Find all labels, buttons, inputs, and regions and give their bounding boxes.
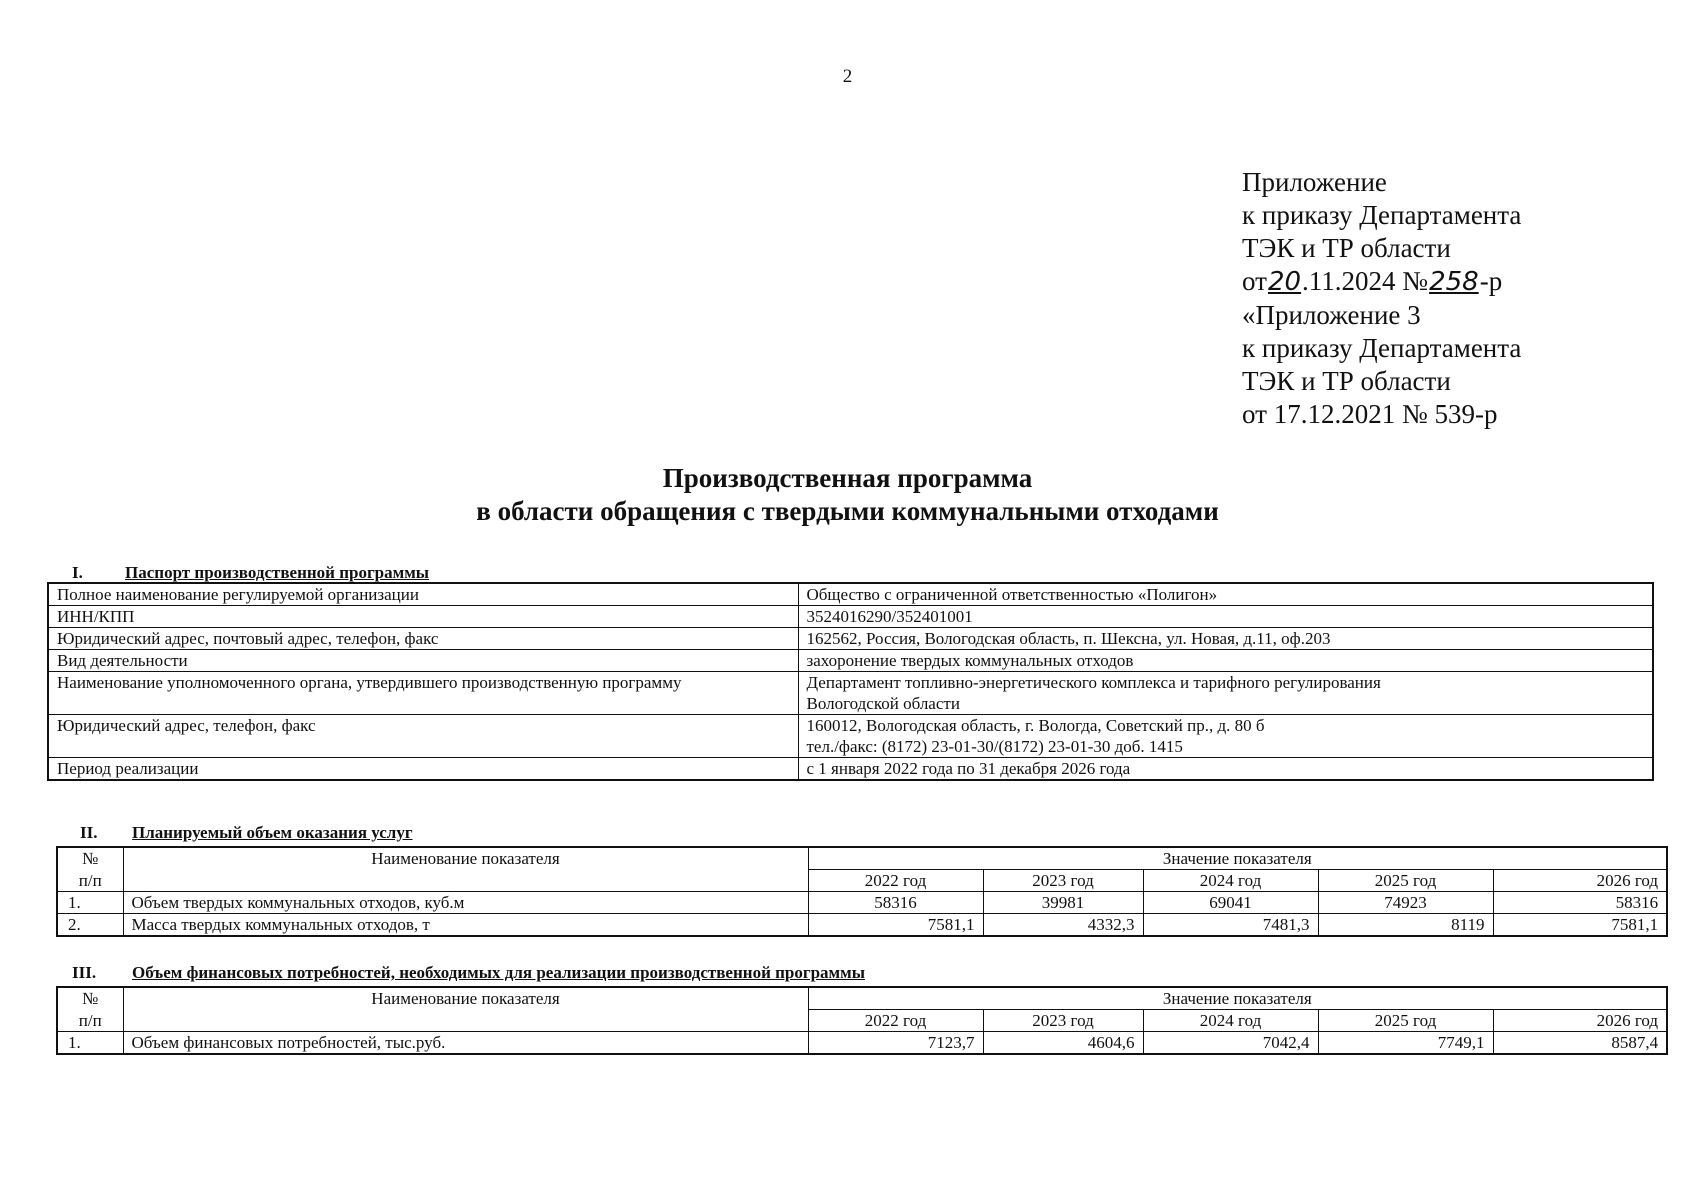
header-name: Наименование показателя	[123, 987, 808, 1010]
appendix-line: ТЭК и ТР области	[1242, 233, 1451, 263]
table-cell	[798, 672, 1653, 715]
row-value: 7749,1	[1318, 1032, 1493, 1055]
row-value: 58316	[808, 892, 983, 914]
row-value: 7481,3	[1143, 914, 1318, 937]
cell-line: Вологодской области	[806, 694, 960, 713]
header-year: 2024 год	[1143, 870, 1318, 892]
table-cell: Юридический адрес, почтовый адрес, телефон, факс	[48, 628, 798, 650]
row-value: 7581,1	[808, 914, 983, 937]
table-row	[48, 672, 1653, 715]
table-cell: с 1 января 2022 года по 31 декабря 2026 года	[798, 758, 1653, 781]
table-row	[57, 1032, 1667, 1055]
table-row	[48, 715, 1653, 758]
section-title: Паспорт производственной программы	[125, 563, 430, 582]
appendix-line: к приказу Департамента	[1242, 200, 1522, 230]
table-row	[48, 628, 1653, 650]
header-name-sub	[123, 870, 808, 892]
title-line-1: Производственная программа	[662, 463, 1033, 493]
table-header-row	[57, 987, 1667, 1010]
row-number: 1.	[57, 1032, 123, 1055]
table-row	[48, 650, 1653, 672]
section-1-heading	[72, 563, 429, 583]
row-value: 4332,3	[983, 914, 1143, 937]
header-num: №	[57, 847, 123, 870]
table-cell: Юридический адрес, телефон, факс	[48, 715, 798, 758]
row-name: Объем твердых коммунальных отходов, куб.м	[123, 892, 808, 914]
table-row	[48, 606, 1653, 628]
header-year: 2025 год	[1318, 870, 1493, 892]
cell-line: 160012, Вологодская область, г. Вологда, Советский пр., д. 80 б	[806, 716, 1265, 735]
header-year: 2026 год	[1493, 1010, 1667, 1032]
table-cell: Вид деятельности	[48, 650, 798, 672]
header-name: Наименование показателя	[123, 847, 808, 870]
order-suffix: -р	[1479, 266, 1503, 296]
header-value: Значение показателя	[808, 847, 1667, 870]
services-volume-table	[56, 846, 1668, 937]
row-value: 4604,6	[983, 1032, 1143, 1055]
row-number: 1.	[57, 892, 123, 914]
section-number: I.	[72, 563, 83, 582]
section-number: III.	[72, 963, 97, 982]
header-num-sub: п/п	[57, 1010, 123, 1032]
appendix-line: ТЭК и ТР области	[1242, 366, 1451, 396]
row-value: 69041	[1143, 892, 1318, 914]
header-year: 2022 год	[808, 1010, 983, 1032]
table-cell: Общество с ограниченной ответственностью «Полигон»	[798, 583, 1653, 606]
handwritten-day: 20	[1267, 267, 1302, 297]
table-cell: ИНН/КПП	[48, 606, 798, 628]
row-value: 74923	[1318, 892, 1493, 914]
handwritten-order-number: 258	[1429, 267, 1479, 297]
appendix-block	[1242, 166, 1521, 431]
row-value: 7042,4	[1143, 1032, 1318, 1055]
table-cell: 162562, Россия, Вологодская область, п. Шексна, ул. Новая, д.11, оф.203	[798, 628, 1653, 650]
row-value: 39981	[983, 892, 1143, 914]
table-row	[57, 914, 1667, 937]
cell-line: тел./факс: (8172) 23-01-30/(8172) 23-01-30 доб. 1415	[806, 737, 1183, 756]
table-header-row	[57, 870, 1667, 892]
table-cell: Наименование уполномоченного органа, утвердившего производственную программу	[48, 672, 798, 715]
header-value: Значение показателя	[808, 987, 1667, 1010]
table-cell	[798, 715, 1653, 758]
section-number: II.	[80, 823, 98, 842]
header-year: 2023 год	[983, 1010, 1143, 1032]
financial-needs-table	[56, 986, 1668, 1055]
title-line-2: в области обращения с твердыми коммунальными отходами	[476, 496, 1219, 526]
header-year: 2022 год	[808, 870, 983, 892]
order-date-rest: .11.2024 №	[1302, 266, 1429, 296]
section-title: Объем финансовых потребностей, необходимых для реализации производственной программы	[132, 963, 865, 982]
table-row	[48, 583, 1653, 606]
table-row	[57, 892, 1667, 914]
row-value: 8587,4	[1493, 1032, 1667, 1055]
page-number: 2	[842, 66, 853, 87]
header-num-sub: п/п	[57, 870, 123, 892]
appendix-line: к приказу Департамента	[1242, 333, 1522, 363]
header-year: 2024 год	[1143, 1010, 1318, 1032]
header-year: 2026 год	[1493, 870, 1667, 892]
row-value: 7581,1	[1493, 914, 1667, 937]
table-cell: Полное наименование регулируемой организации	[48, 583, 798, 606]
table-cell: 3524016290/352401001	[798, 606, 1653, 628]
section-3-heading	[72, 963, 865, 983]
header-year: 2023 год	[983, 870, 1143, 892]
row-name: Объем финансовых потребностей, тыс.руб.	[123, 1032, 808, 1055]
passport-table	[47, 582, 1654, 781]
row-value: 8119	[1318, 914, 1493, 937]
table-header-row	[57, 1010, 1667, 1032]
appendix-line: «Приложение 3	[1242, 300, 1421, 330]
row-value: 7123,7	[808, 1032, 983, 1055]
table-header-row	[57, 847, 1667, 870]
appendix-order-line	[1242, 265, 1521, 299]
cell-line: Департамент топливно-энергетического комплекса и тарифного регулирования	[806, 673, 1381, 692]
header-year: 2025 год	[1318, 1010, 1493, 1032]
order-prefix: от	[1242, 266, 1267, 296]
document-title	[0, 462, 1695, 528]
row-number: 2.	[57, 914, 123, 937]
table-cell: Период реализации	[48, 758, 798, 781]
appendix-line: Приложение	[1242, 167, 1387, 197]
row-name: Масса твердых коммунальных отходов, т	[123, 914, 808, 937]
header-num: №	[57, 987, 123, 1010]
table-row	[48, 758, 1653, 781]
section-title: Планируемый объем оказания услуг	[132, 823, 413, 842]
row-value: 58316	[1493, 892, 1667, 914]
header-name-sub	[123, 1010, 808, 1032]
appendix-line: от 17.12.2021 № 539-р	[1242, 399, 1498, 429]
section-2-heading	[80, 823, 413, 843]
table-cell: захоронение твердых коммунальных отходов	[798, 650, 1653, 672]
